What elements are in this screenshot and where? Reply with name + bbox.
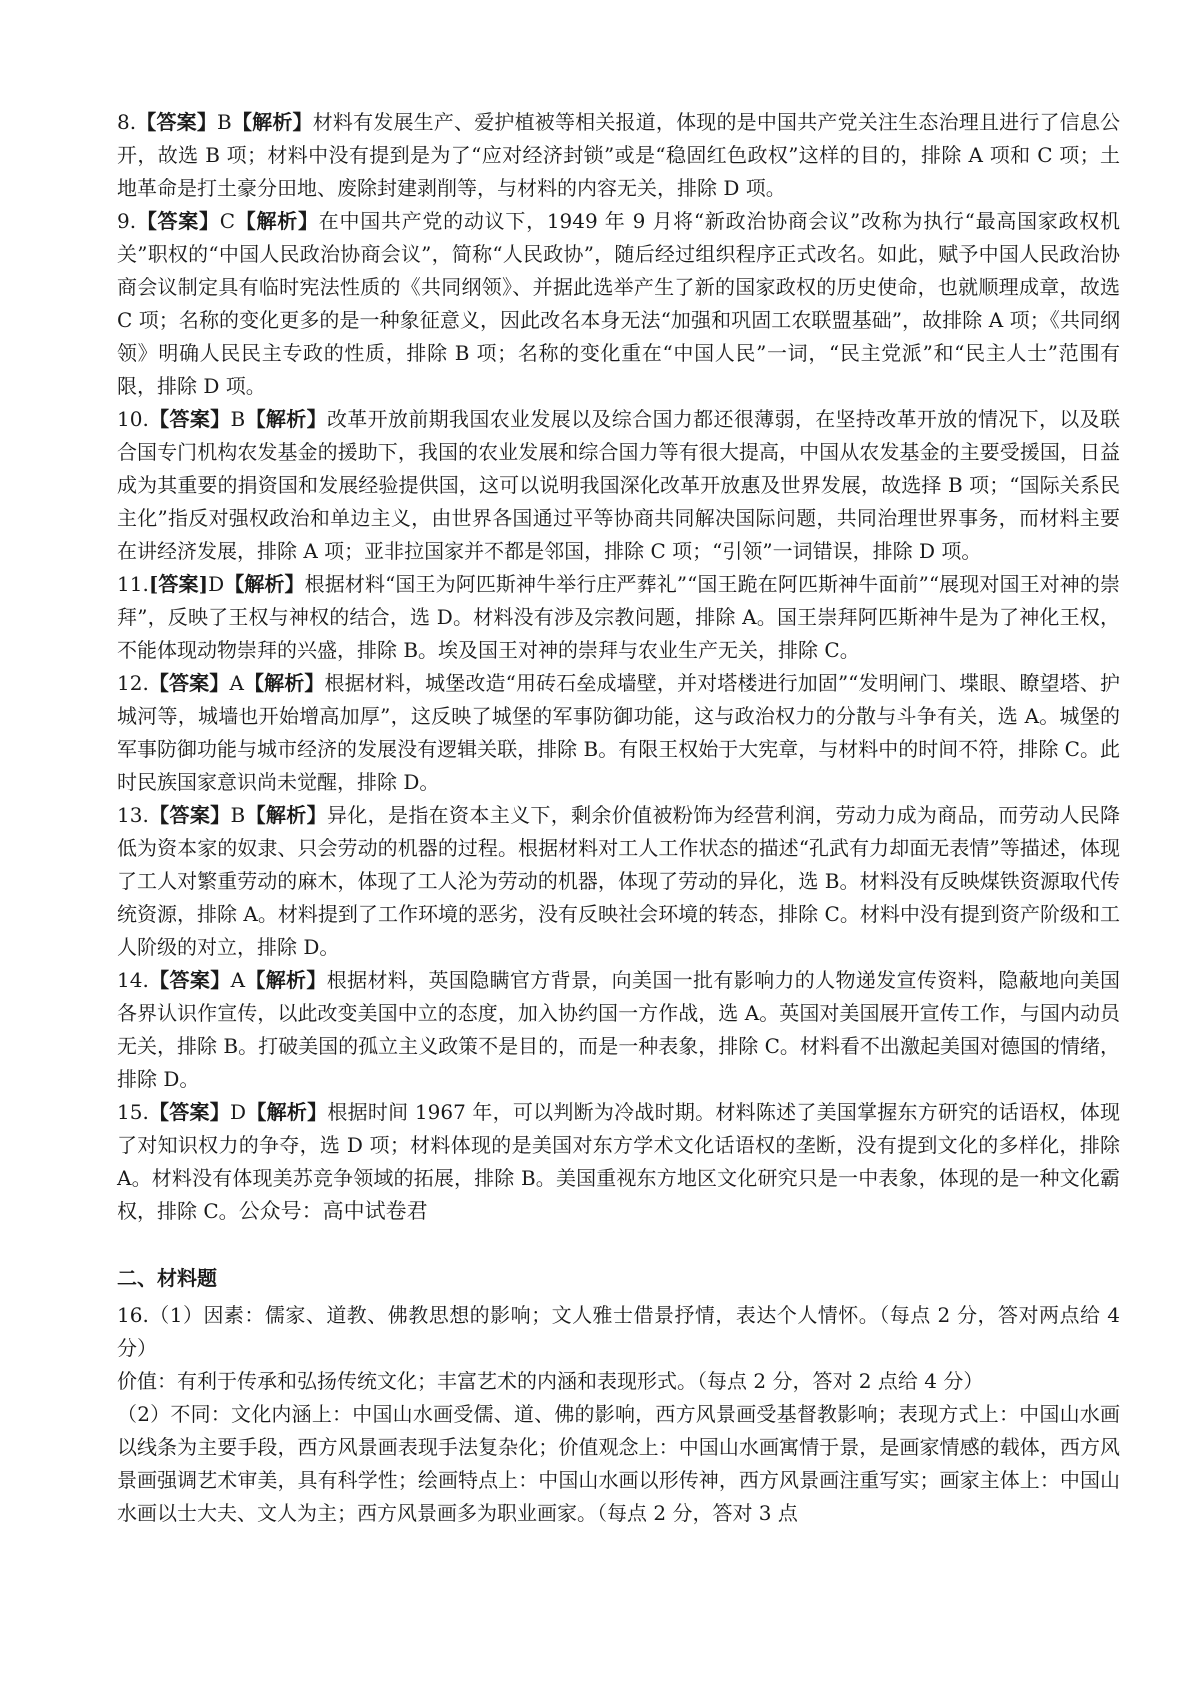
answer-item-8	[117, 106, 1120, 205]
item-number: 9.	[117, 209, 137, 233]
analysis-text: 异化，是指在资本主义下，剩余价值被粉饰为经营利润，劳动力成为商品，而劳动人民降低为资本家的奴隶、只会劳动的机器的过程。根据材料对工人工作状态的描述“孔武有力却面无表情”等描述，体现了工人对繁重劳动的麻木，体现了工人沦为劳动的机器，体现了劳动的异化，选 B。材料没有反映煤铁资源取代传统资源，排除 A。材料提到了工作环境的恶劣，没有反映社会环境的转态，排除 C。材料中没有提到资产阶级和工人阶级的对立，排除 D。	[117, 803, 1121, 959]
answer-item-14	[117, 964, 1120, 1096]
answer-tag: 【答案】	[148, 1100, 231, 1124]
analysis-tag: 【解析】	[245, 407, 327, 431]
analysis-text: 根据材料，英国隐瞒官方背景，向美国一批有影响力的人物递发宣传资料，隐蔽地向美国各界认识作宣传，以此改变美国中立的态度，加入协约国一方作战，选 A。英国对美国展开宣传工作，与国内动员无关，排除 B。打破美国的孤立主义政策不是目的，而是一种表象，排除 C。材料看不出激起美国对德国的情绪，排除 D。	[117, 968, 1121, 1091]
answer-choice: B	[230, 407, 246, 431]
answer-choice: D	[230, 1100, 247, 1124]
answer-tag: 【答案】	[136, 110, 218, 134]
analysis-tag: 【解析】	[243, 671, 325, 695]
answer-choice: A	[230, 968, 246, 992]
answer-choice: B	[230, 803, 246, 827]
item-number: 14.	[117, 968, 149, 992]
answer-choice: D	[208, 572, 225, 596]
answer-choice: A	[229, 671, 244, 695]
analysis-text: 在中国共产党的动议下，1949 年 9 月将“新政治协商会议”改称为执行“最高国家政权机关”职权的“中国人民政治协商会议”，简称“人民政协”，随后经过组织程序正式改名。如此，赋予中国人民政治协商会议制定具有临时宪法性质的《共同纲领》、并据此选举产生了新的国家政权的历史使命，也就顺理成章，故选 C 项；名称的变化更多的是一种象征意义，因此改名本身无法“加强和巩固工农联盟基础”，故排除 A 项；《共同纲领》明确人民民主专政的性质，排除 B 项；名称的变化重在“中国人民”一词，“民主党派”和“民主人士”范围有限，排除 D 项。	[117, 209, 1121, 398]
answer-item-15	[117, 1096, 1120, 1228]
analysis-tag: 【解析】	[245, 803, 327, 827]
answer-item-9	[117, 205, 1120, 403]
item-number: 12.	[117, 671, 149, 695]
watermark-text: 公众号：高中试卷君	[238, 1199, 428, 1223]
analysis-tag: 【解析】	[246, 1100, 328, 1124]
item-number: 11.	[117, 572, 149, 596]
analysis-text: 改革开放前期我国农业发展以及综合国力都还很薄弱，在坚持改革开放的情况下，以及联合国专门机构农发基金的援助下，我国的农业发展和综合国力等有很大提高，中国从农发基金的主要受援国，日益成为其重要的捐资国和发展经验提供国，这可以说明我国深化改革开放惠及世界发展，故选择 B 项；“国际关系民主化”指反对强权政治和单边主义，由世界各国通过平等协商共同解决国际问题，共同治理世界事务，而材料主要在讲经济发展，排除 A 项；亚非拉国家并不都是邻国，排除 C 项；“引领”一词错误，排除 D 项。	[117, 407, 1121, 563]
answer-tag: 【答案】	[136, 209, 220, 233]
q16-part1-factors: 16.（1）因素：儒家、道教、佛教思想的影响；文人雅士借景抒情，表达个人情怀。（每点 2 分，答对两点给 4 分）	[117, 1303, 1120, 1360]
answer-choice: C	[219, 209, 236, 233]
answer-item-11	[117, 568, 1120, 667]
item-number: 10.	[117, 407, 149, 431]
analysis-tag: 【解析】	[224, 572, 305, 596]
answer-tag: 【答案】	[148, 968, 231, 992]
answer-item-10	[117, 403, 1120, 568]
q16-part1-value: 价值：有利于传承和弘扬传统文化；丰富艺术的内涵和表现形式。（每点 2 分，答对 2 点给 4 分）	[117, 1369, 984, 1393]
analysis-text: 根据材料，城堡改造“用砖石垒成墙壁，并对塔楼进行加固”“发明闸门、堞眼、瞭望塔、护城河等，城墙也开始增高加厚”，这反映了城堡的军事防御功能，这与政治权力的分散与斗争有关，选 A。城堡的军事防御功能与城市经济的发展没有逻辑关联，排除 B。有限王权始于大宪章，与材料中的时间不符，排除 C。此时民族国家意识尚未觉醒，排除 D。	[117, 671, 1121, 794]
section-title: 二、材料题	[117, 1266, 217, 1290]
analysis-tag: 【解析】	[235, 209, 319, 233]
answer-tag: 【答案】	[148, 407, 231, 431]
answer-tag: 【答案】	[148, 671, 230, 695]
item-number: 15.	[117, 1100, 149, 1124]
analysis-text: 根据时间 1967 年，可以判断为冷战时期。材料陈述了美国掌握东方研究的话语权，体现了对知识权力的争夺，选 D 项；材料体现的是美国对东方学术文化话语权的垄断，没有提到文化的多样化，排除 A。材料没有体现美苏竞争领域的拓展，排除 B。美国重视东方地区文化研究只是一中表象，体现的是一种文化霸权，排除 C。	[117, 1100, 1121, 1223]
q16-part2-differences: （2）不同：文化内涵上：中国山水画受儒、道、佛的影响，西方风景画受基督教影响；表现方式上：中国山水画以线条为主要手段，西方风景画表现手法复杂化；价值观念上：中国山水画寓情于景，是画家情感的载体，西方风景画强调艺术审美，具有科学性；绘画特点上：中国山水画以形传神，西方风景画注重写实；画家主体上：中国山水画以士大夫、文人为主；西方风景画多为职业画家。（每点 2 分，答对 3 点	[117, 1402, 1120, 1525]
analysis-text: 材料有发展生产、爱护植被等相关报道，体现的是中国共产党关注生态治理且进行了信息公开，故选 B 项；材料中没有提到是为了“应对经济封锁”或是“稳固红色政权”这样的目的，排除 A 项和 C 项；土地革命是打土豪分田地、废除封建剥削等，与材料的内容无关，排除 D 项。	[117, 110, 1121, 200]
analysis-text: 根据材料“国王为阿匹斯神牛举行庄严葬礼”“国王跪在阿匹斯神牛面前”“展现对国王对神的崇拜”，反映了王权与神权的结合，选 D。材料没有涉及宗教问题，排除 A。国王崇拜阿匹斯神牛是为了神化王权，不能体现动物崇拜的兴盛，排除 B。埃及国王对神的崇拜与农业生产无关，排除 C。	[117, 572, 1120, 662]
answer-item-12	[117, 667, 1120, 799]
answer-tag: 【答案】	[148, 803, 231, 827]
item-number: 8.	[117, 110, 137, 134]
analysis-tag: 【解析】	[231, 110, 313, 134]
answer-choice: B	[217, 110, 232, 134]
answer-tag: [答案]	[148, 572, 209, 596]
item-number: 13.	[117, 803, 149, 827]
analysis-tag: 【解析】	[245, 968, 327, 992]
answer-item-13	[117, 799, 1120, 964]
